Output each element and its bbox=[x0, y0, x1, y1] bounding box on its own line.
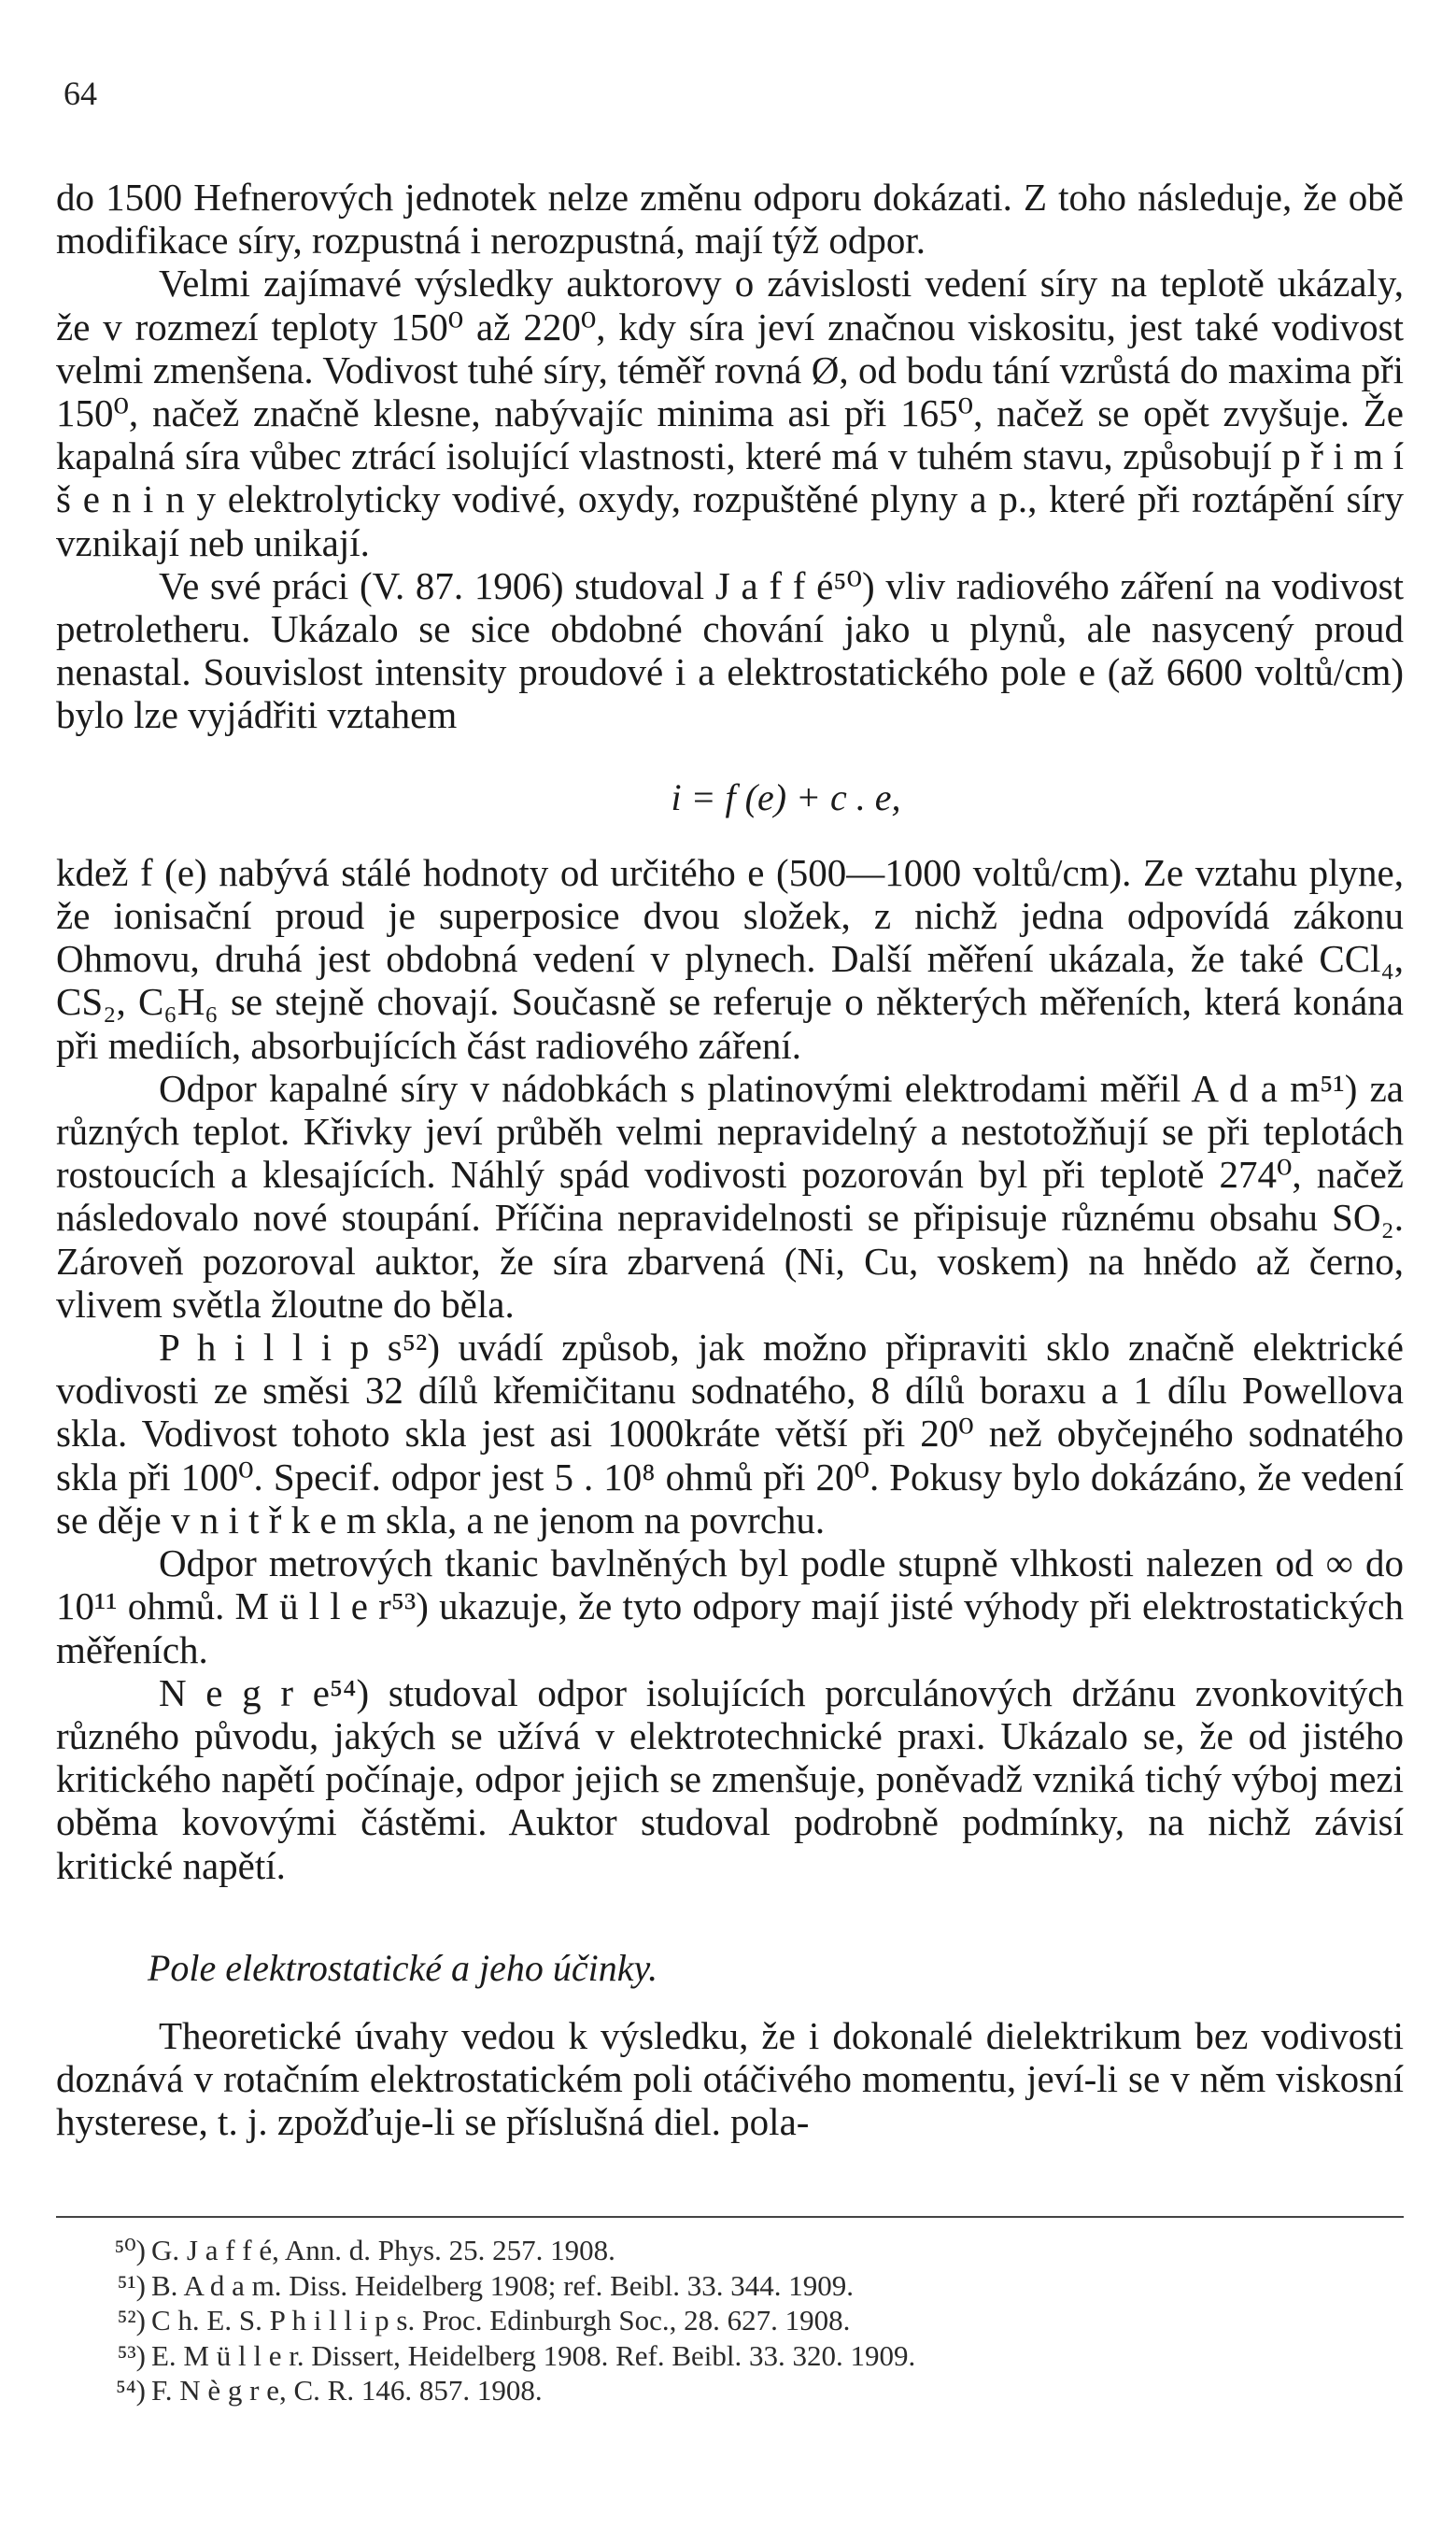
paragraph: kdež f (e) nabývá stálé hodnoty od určitého e (500—1000 voltů/cm). Ze vztahu plyne, že ionisační proud je superposice dvou složek, z nichž jedna odpovídá zákonu Ohmovu, druhá jest obdobná vedení v plynech. Další měření ukázala, že také CCl₄, CS₂, C₆H₆ se stejně chovají. Současně se referuje o některých měřeních, která konána při mediích, absorbujících část radiového záření. bbox=[56, 850, 1404, 1067]
paragraph: Theoretické úvahy vedou k výsledku, že i dokonalé dielektrikum bez vodivosti doznává v rotačním elektrostatickém poli otáčivého momentu, jeví-li se v něm viskosní hysterese, t. j. zpožďuje-li se příslušná diel. pola- bbox=[56, 2013, 1404, 2144]
footnote-text: B. A d a m. Diss. Heidelberg 1908; ref. Beibl. 33. 344. 1909. bbox=[151, 2268, 854, 2302]
page-number: 64 bbox=[64, 75, 97, 112]
paragraph: Odpor kapalné síry v nádobkách s platinovými elektrodami měřil A d a m⁵¹) za různých teplot. Křivky jeví průběh velmi nepravidelný a nestotožňují se při teplotách rostoucích a klesajících. Náhlý spád vodivosti pozorován byl při teplotě 274⁰, načež následovalo nové stoupání. Příčina nepravidelnosti se připisuje různému obsahu SO₂. Zároveň pozoroval auktor, že síra zbarvená (Ni, Cu, voskem) na hnědo až černo, vlivem světla žloutne do běla. bbox=[56, 1066, 1404, 1326]
paragraph: do 1500 Hefnerových jednotek nelze změnu odporu dokázati. Z toho následuje, že obě modifikace síry, rozpustná i nerozpustná, mají týž odpor. bbox=[56, 176, 1404, 263]
paragraph: Odpor metrových tkanic bavlněných byl podle stupně vlhkosti nalezen od ∞ do 10¹¹ ohmů. M ü l l e r⁵³) ukazuje, že tyto odpory mají jisté výhody při elektrostatických měřeních. bbox=[56, 1541, 1404, 1671]
footnote bbox=[56, 2233, 1404, 2268]
paragraph: Ve své práci (V. 87. 1906) studoval J a f f é⁵⁰) vliv radiového záření na vodivost petroletheru. Ukázalo se sice obdobné chování jako u plynů, ale nasycený proud nenastal. Souvislost intensity proudové i a elektrostatického pole e (až 6600 voltů/cm) bylo lze vyjádřiti vztahem bbox=[56, 563, 1404, 737]
paragraph: Velmi zajímavé výsledky auktorovy o závislosti vedení síry na teplotě ukázaly, že v rozmezí teploty 150⁰ až 220⁰, kdy síra jeví značnou viskositu, jest také vodivost velmi zmenšena. Vodivost tuhé síry, téměř rovná Ø, od bodu tání vzrůstá do maxima při 150⁰, načež značně klesne, nabývajíc minima asi při 165⁰, načež se opět zvyšuje. Že kapalná síra vůbec ztrácí isolující vlastnosti, které má v tuhém stavu, způsobují p ř i m í š e n i n y elektrolyticky vodivé, oxydy, rozpuštěné plyny a p., které při roztápění síry vznikají neb unikají. bbox=[56, 262, 1404, 564]
footnote-mark: ⁵⁰) bbox=[114, 2234, 146, 2266]
footnote-text: G. J a f f é, Ann. d. Phys. 25. 257. 1908. bbox=[151, 2234, 615, 2266]
footnote-mark: ⁵²) bbox=[117, 2304, 146, 2336]
paragraph: P h i l l i p s⁵²) uvádí způsob, jak možno připraviti sklo značně elektrické vodivosti ze směsi 32 dílů křemičitanu sodnatého, 8 dílů boraxu a 1 dílu Powellova skla. Vodivost tohoto skla jest asi 1000kráte větší při 20⁰ než obyčejného sodnatého skla při 100⁰. Specif. odpor jest 5 . 10⁸ ohmů při 20⁰. Pokusy bylo dokázáno, že vedení se děje v n i t ř k e m skla, a ne jenom na povrchu. bbox=[56, 1326, 1404, 1541]
footnote-mark: ⁵³) bbox=[117, 2338, 146, 2372]
footnote-mark: ⁵⁴) bbox=[116, 2374, 146, 2407]
footnote bbox=[56, 2268, 1404, 2304]
section-heading: Pole elektrostatické a jeho účinky. bbox=[148, 1946, 658, 1989]
footnote bbox=[56, 2373, 1404, 2408]
footnote-mark: ⁵¹) bbox=[117, 2268, 146, 2302]
footnotes bbox=[56, 2216, 1404, 2408]
footnote-text: C h. E. S. P h i l l i p s. Proc. Edinburgh Soc., 28. 627. 1908. bbox=[151, 2304, 851, 2336]
footnote-text: F. N è g r e, C. R. 146. 857. 1908. bbox=[151, 2374, 543, 2407]
footnote bbox=[56, 2303, 1404, 2338]
footnote bbox=[56, 2338, 1404, 2374]
paragraph: N e g r e⁵⁴) studoval odpor isolujících porculánových držánu zvonkovitých různého původu, jakých se užívá v elektrotechnické praxi. Ukázalo se, že od jistého kritického napětí počínaje, odpor jejich se zmenšuje, poněvadž vzniká tichý výboj mezi oběma kovovými částěmi. Auktor studoval podrobně podmínky, na nichž závisí kritické napětí. bbox=[56, 1670, 1404, 1887]
footnote-text: E. M ü l l e r. Dissert, Heidelberg 1908. Ref. Beibl. 33. 320. 1909. bbox=[151, 2338, 916, 2372]
formula: i = f (e) + c . e, bbox=[671, 775, 901, 818]
body-text bbox=[56, 176, 1404, 2143]
